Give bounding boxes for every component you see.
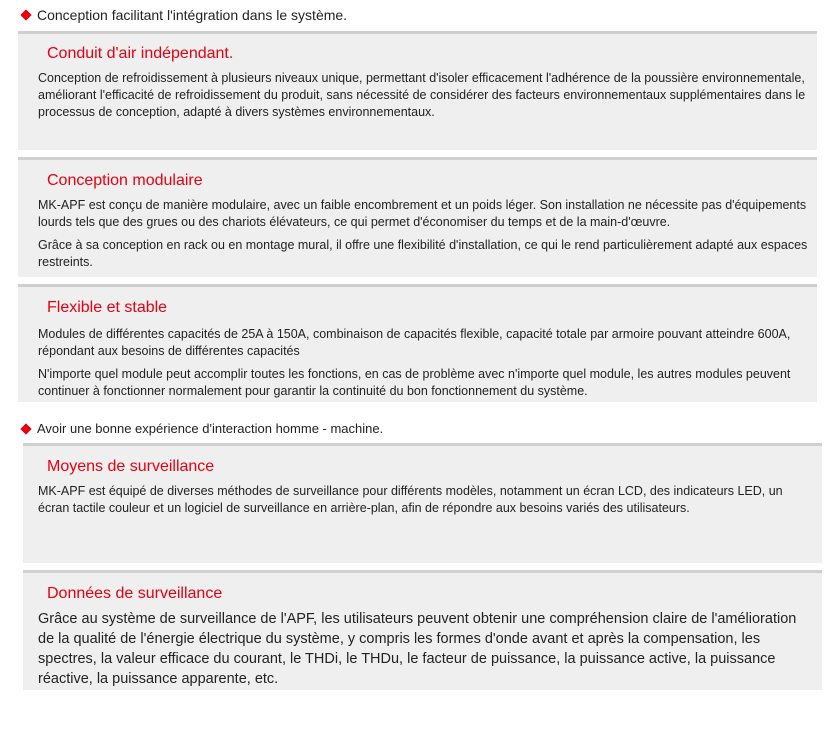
card-paragraph: N'importe quel module peut accomplir toutes les fonctions, en cas de problème avec n'importe quel module, les autres modules peuvent continuer à fonctionner normalement pour garantir la continuité du bon fonctionnement du système. (38, 367, 791, 398)
card-paragraph: MK-APF est équipé de diverses méthodes de surveillance pour différents modèles, notamment un écran LCD, des indicateurs LED, un écran tactile couleur et un logiciel de surveillance en arrière-plan, afin de répondre aux besoins variés des utilisateurs. (38, 484, 783, 515)
card-title: Conduit d'air indépendant. (47, 45, 234, 62)
card-paragraph: Grâce à sa conception en rack ou en montage mural, il offre une flexibilité d'installation, ce qui le rend particulièrement adapté aux espaces restreints. (38, 238, 808, 269)
card-body (38, 70, 808, 127)
section-heading-text: Conception facilitant l'intégration dans le système. (37, 7, 348, 23)
card-body (38, 197, 808, 277)
card-paragraph: Modules de différentes capacités de 25A à 150A, combinaison de capacités flexible, capacité totale par armoire pouvant atteindre 600A, répondant aux besoins de différentes capacités (38, 327, 791, 358)
section-heading-interaction (22, 421, 383, 436)
red-diamond-icon (20, 9, 31, 20)
card-moyens-surveillance (23, 443, 822, 563)
card-flexible-stable (18, 284, 817, 402)
card-conception-modulaire (18, 157, 817, 277)
section-heading-integration (22, 7, 347, 23)
section-heading-text: Avoir une bonne expérience d'interaction homme - machine. (37, 421, 384, 436)
card-donnees-surveillance (23, 570, 822, 690)
card-title: Données de surveillance (47, 585, 223, 602)
card-title: Flexible et stable (47, 299, 168, 316)
card-title: Moyens de surveillance (47, 458, 215, 475)
card-paragraph: Conception de refroidissement à plusieurs niveaux unique, permettant d'isoler efficacement l'adhérence de la poussière environnementale, améliorant l'efficacité de refroidissement du produit, sans nécessité de considérer des facteurs environnementaux supplémentaires dans le processus de conception, adapté à divers systèmes environnementaux. (38, 71, 806, 119)
card-body (38, 483, 808, 523)
card-conduit-air (18, 31, 817, 150)
card-paragraph: MK-APF est conçu de manière modulaire, avec un faible encombrement et un poids léger. Son installation ne nécessite pas d'équipements lourds tels que des grues ou des chariots élévateurs, ce qui permet d'économiser du temps et de la main-d'œuvre. (38, 198, 807, 229)
red-diamond-icon (20, 423, 31, 434)
card-body (38, 609, 808, 695)
card-body (38, 326, 808, 406)
card-paragraph: Grâce au système de surveillance de l'APF, les utilisateurs peuvent obtenir une compréhension claire de l'amélioration de la qualité de l'énergie électrique du système, y compris les formes d'onde avant et après la compensation, les spectres, la valeur efficace du courant, le THDi, le THDu, le facteur de puissance, la puissance active, la puissance réactive, la puissance apparente, etc. (38, 611, 797, 687)
card-title: Conception modulaire (47, 172, 203, 189)
